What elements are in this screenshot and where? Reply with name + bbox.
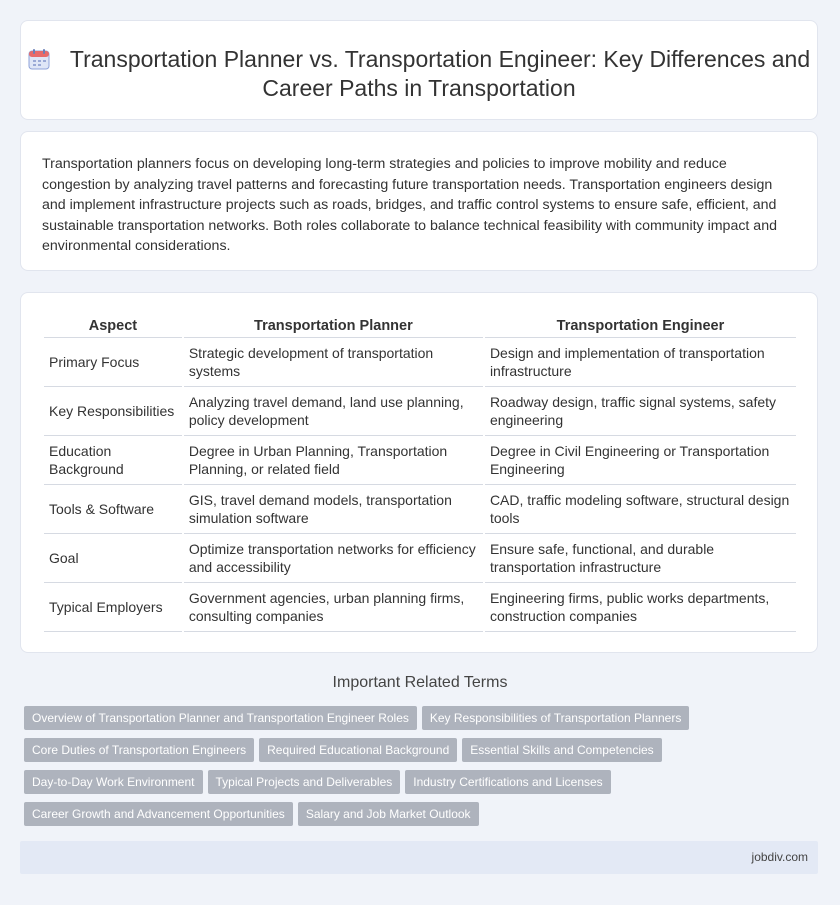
- related-term-tag[interactable]: Career Growth and Advancement Opportunities: [24, 802, 293, 826]
- cell-aspect: Tools & Software: [44, 485, 182, 534]
- related-terms-title: Important Related Terms: [332, 674, 508, 691]
- cell-engineer: CAD, traffic modeling software, structural design tools: [485, 485, 796, 534]
- header-planner: Transportation Planner: [184, 316, 483, 338]
- cell-aspect: Education Background: [44, 436, 182, 485]
- cell-engineer: Ensure safe, functional, and durable transportation infrastructure: [485, 534, 796, 583]
- related-term-tag[interactable]: Overview of Transportation Planner and Transportation Engineer Roles: [24, 706, 417, 730]
- table-row: [44, 485, 796, 534]
- related-term-tag[interactable]: Salary and Job Market Outlook: [298, 802, 479, 826]
- related-term-tag[interactable]: Key Responsibilities of Transportation Planners: [422, 706, 689, 730]
- page-title-wrap: [21, 45, 817, 103]
- header-engineer: Transportation Engineer: [485, 316, 796, 338]
- table-row: [44, 436, 796, 485]
- footer-site-link[interactable]: jobdiv.com: [751, 850, 808, 864]
- related-term-tag[interactable]: Industry Certifications and Licenses: [405, 770, 610, 794]
- cell-aspect: Typical Employers: [44, 583, 182, 632]
- related-term-tag[interactable]: Essential Skills and Competencies: [462, 738, 661, 762]
- cell-engineer: Design and implementation of transportation infrastructure: [485, 338, 796, 387]
- cell-engineer: Degree in Civil Engineering or Transportation Engineering: [485, 436, 796, 485]
- table-row: [44, 534, 796, 583]
- intro-card: [20, 131, 818, 271]
- table-header-row: [44, 316, 796, 338]
- cell-planner: Strategic development of transportation systems: [184, 338, 483, 387]
- cell-planner: Degree in Urban Planning, Transportation Planning, or related field: [184, 436, 483, 485]
- page-title: Transportation Planner vs. Transportation Engineer: Key Differences and Career Paths in Transportation: [69, 46, 811, 101]
- calendar-icon: [28, 48, 50, 70]
- cell-planner: Government agencies, urban planning firms, consulting companies: [184, 583, 483, 632]
- cell-aspect: Goal: [44, 534, 182, 583]
- related-term-tag[interactable]: Typical Projects and Deliverables: [208, 770, 401, 794]
- table-row: [44, 583, 796, 632]
- cell-aspect: Primary Focus: [44, 338, 182, 387]
- header-aspect: Aspect: [44, 316, 182, 338]
- cell-planner: GIS, travel demand models, transportation simulation software: [184, 485, 483, 534]
- title-card: [20, 20, 818, 120]
- table-row: [44, 338, 796, 387]
- cell-planner: Analyzing travel demand, land use planning, policy development: [184, 387, 483, 436]
- comparison-card: [20, 292, 818, 653]
- related-term-tag[interactable]: Core Duties of Transportation Engineers: [24, 738, 254, 762]
- cell-aspect: Key Responsibilities: [44, 387, 182, 436]
- intro-paragraph: Transportation planners focus on developing long-term strategies and policies to improve mobility and reduce congestion by analyzing travel patterns and forecasting future transportation needs. Transportation engineers design and implement infrastructure projects such as roads, bridges, and traffic control systems to ensure safe, efficient, and sustainable transportation networks. Both roles collaborate to balance technical feasibility with community impact and environmental considerations.: [42, 156, 777, 255]
- related-term-tag[interactable]: Day-to-Day Work Environment: [24, 770, 203, 794]
- footer: [20, 841, 818, 874]
- related-term-tag[interactable]: Required Educational Background: [259, 738, 457, 762]
- table-row: [44, 387, 796, 436]
- comparison-table: [42, 316, 798, 632]
- cell-planner: Optimize transportation networks for efficiency and accessibility: [184, 534, 483, 583]
- cell-engineer: Engineering firms, public works departments, construction companies: [485, 583, 796, 632]
- cell-engineer: Roadway design, traffic signal systems, safety engineering: [485, 387, 796, 436]
- related-terms-list: [24, 706, 804, 834]
